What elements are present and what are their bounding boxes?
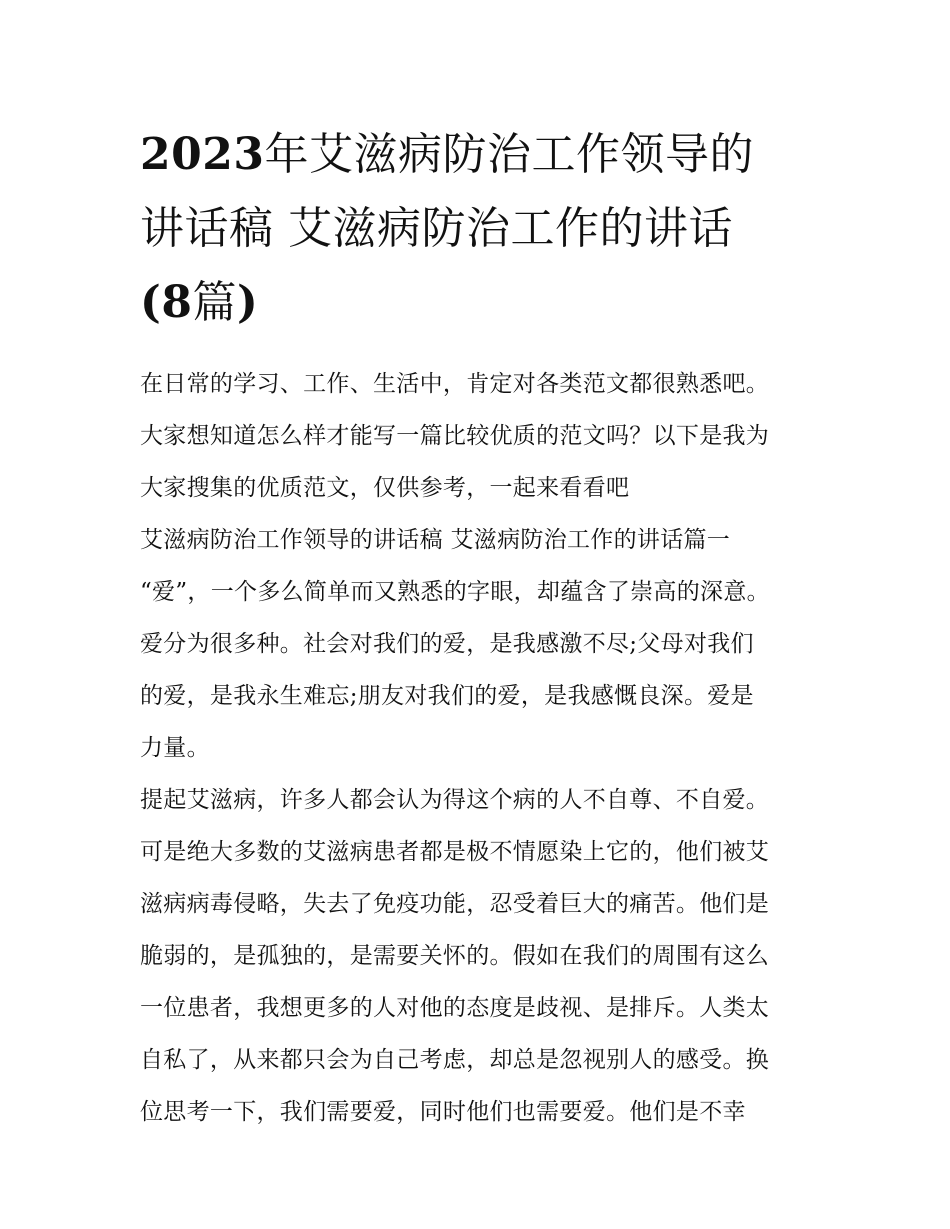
body-line: “爱”，一个多么简单而又熟悉的字眼，却蕴含了崇高的深意。 xyxy=(140,579,770,605)
body-line: 的爱，是我永生难忘;朋友对我们的爱，是我感慨良深。爱是 xyxy=(140,683,754,709)
body-line: 力量。 xyxy=(140,735,210,761)
title-line: (8篇) xyxy=(140,277,259,328)
body-line: 自私了，从来都只会为自己考虑，却总是忽视别人的感受。换 xyxy=(140,1047,770,1073)
body-line: 提起艾滋病，许多人都会认为得这个病的人不自尊、不自爱。 xyxy=(140,787,770,813)
section-heading: 艾滋病防治工作领导的讲话稿 艾滋病防治工作的讲话篇一 xyxy=(140,527,731,553)
body-line: 一位患者，我想更多的人对他的态度是歧视、是排斥。人类太 xyxy=(140,995,770,1021)
title-line: 2023年艾滋病防治工作领导的 xyxy=(140,129,754,180)
body-line: 脆弱的，是孤独的，是需要关怀的。假如在我们的周围有这么 xyxy=(140,943,770,969)
title-line: 讲话稿 艾滋病防治工作的讲话 xyxy=(140,203,733,254)
body-line: 滋病病毒侵略，失去了免疫功能，忍受着巨大的痛苦。他们是 xyxy=(140,891,770,917)
body-line: 大家搜集的优质范文，仅供参考，一起来看看吧 xyxy=(140,475,630,501)
document-body xyxy=(140,358,820,1138)
body-line: 在日常的学习、工作、生活中，肯定对各类范文都很熟悉吧。 xyxy=(140,371,770,397)
body-line: 位思考一下，我们需要爱，同时他们也需要爱。他们是不幸 xyxy=(140,1099,746,1125)
document-content xyxy=(140,118,820,1138)
body-line: 大家想知道怎么样才能写一篇比较优质的范文吗？以下是我为 xyxy=(140,423,770,449)
body-line: 可是绝大多数的艾滋病患者都是极不情愿染上它的，他们被艾 xyxy=(140,839,770,865)
body-line: 爱分为很多种。社会对我们的爱，是我感激不尽;父母对我们 xyxy=(140,631,754,657)
document-title xyxy=(140,118,820,340)
